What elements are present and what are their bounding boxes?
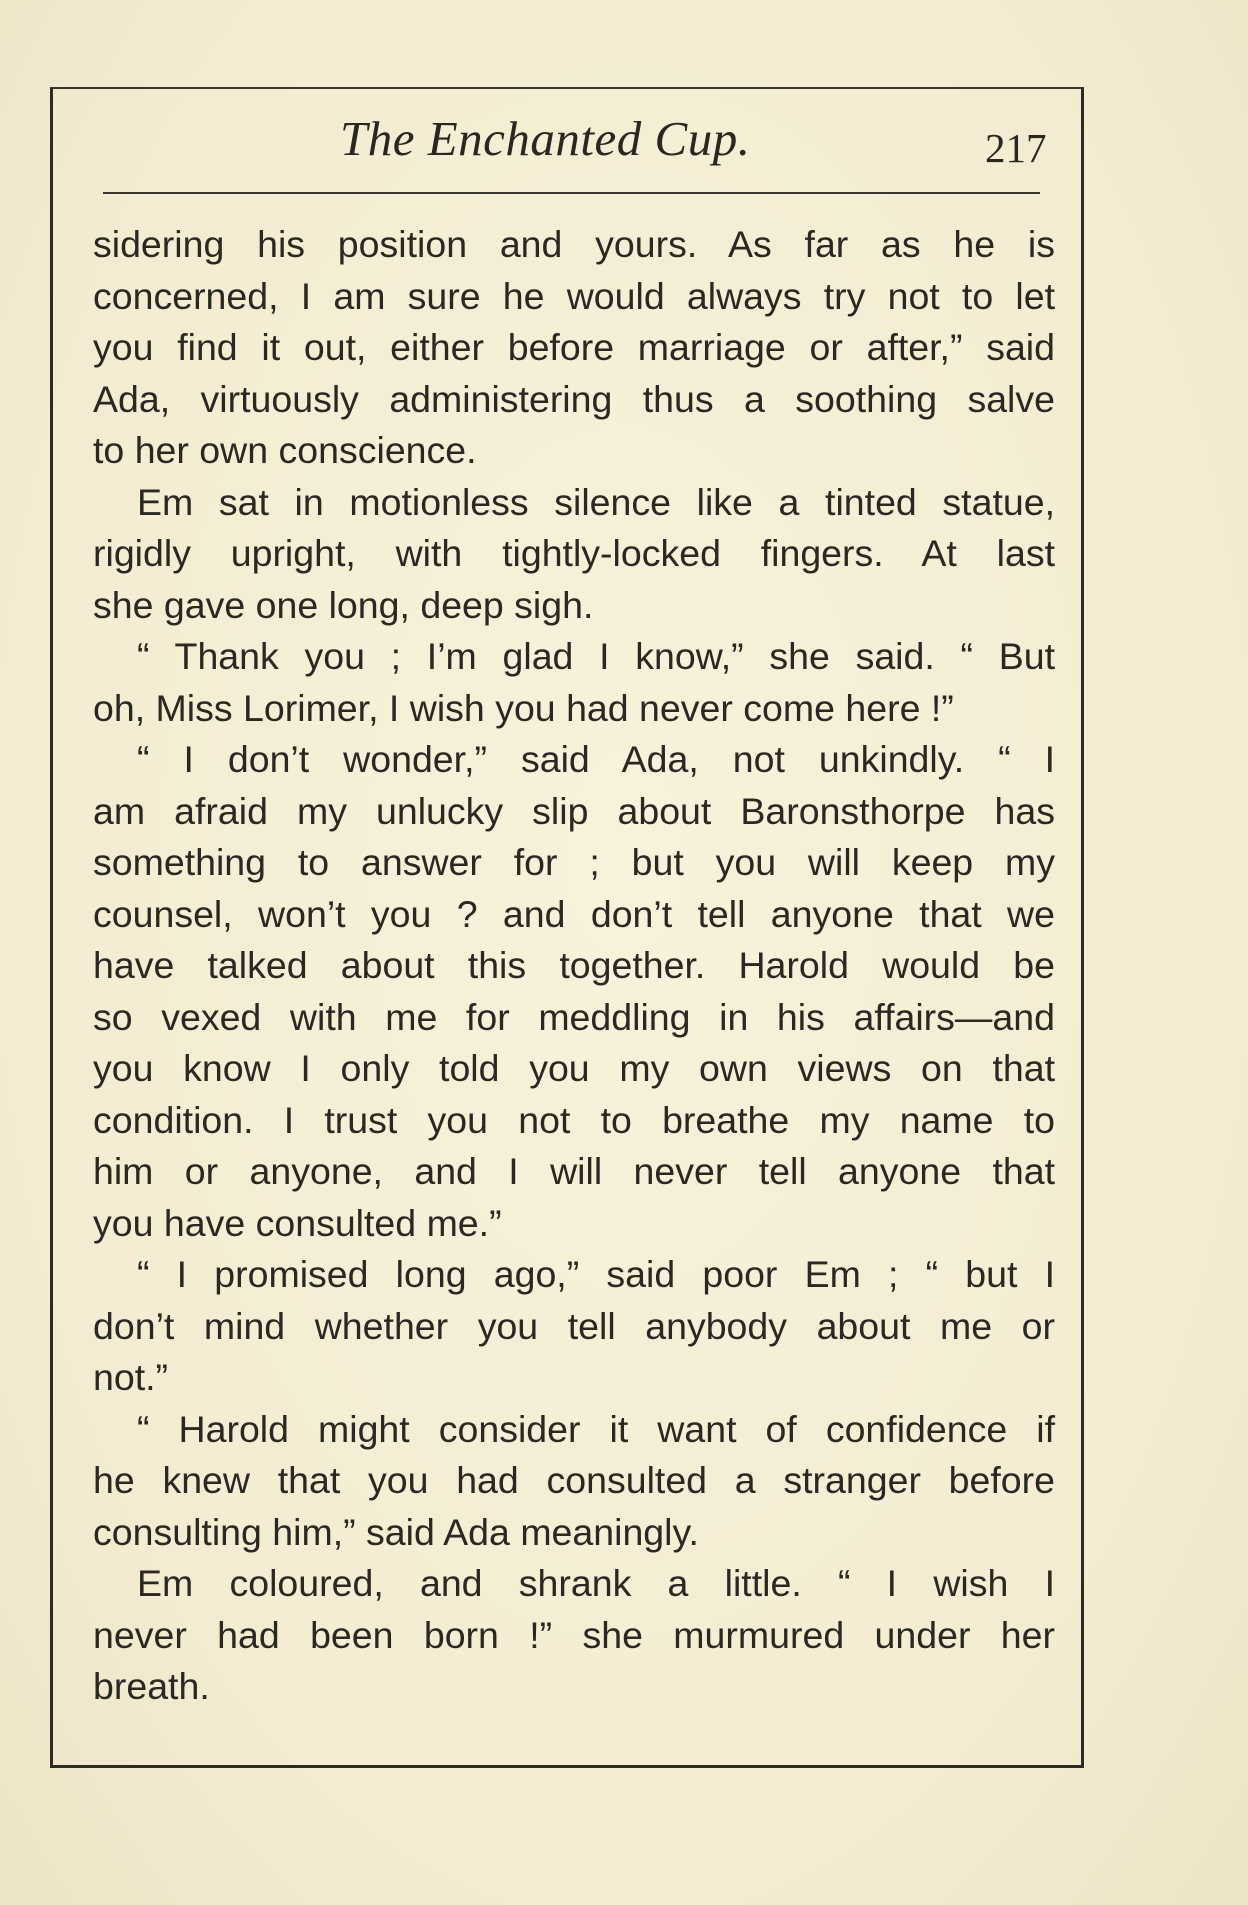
running-title: The Enchanted Cup. [340,111,751,166]
text-line: am afraid my unlucky slip about Baronsthorpe has [93,789,1055,832]
text-line: “ I don’t wonder,” said Ada, not unkindly. “ I [137,738,1055,780]
text-line: Em sat in motionless silence like a tinted statue, [137,480,1055,523]
text-line: you have consulted me.” [93,1201,502,1244]
text-line: you know I only told you my own views on that [93,1047,1055,1089]
text-line: condition. I trust you not to breathe my name to [93,1098,1055,1141]
text-line: Em coloured, and shrank a little. “ I wish I [137,1562,1055,1604]
text-line: so vexed with me for meddling in his affairs—and [93,995,1055,1038]
page-header [0,100,1248,180]
text-line: “ I promised long ago,” said poor Em ; “ but I [137,1253,1055,1295]
text-line: oh, Miss Lorimer, I wish you had never come here !” [93,686,954,729]
text-line: him or anyone, and I will never tell anyone that [93,1150,1055,1192]
text-line: “ Thank you ; I’m glad I know,” she said. “ But [137,635,1055,677]
text-line: rigidly upright, with tightly-locked fingers. At last [93,532,1055,574]
text-line: something to answer for ; but you will keep my [93,841,1055,883]
text-line: have talked about this together. Harold would be [93,944,1055,986]
text-line: you find it out, either before marriage or after,” said [93,326,1055,368]
body-text [93,219,1055,1713]
text-line: consulting him,” said Ada meaningly. [93,1510,699,1553]
text-line: she gave one long, deep sigh. [93,583,594,626]
page-number: 217 [985,125,1047,171]
text-line: to her own conscience. [93,429,477,471]
header-rule [103,192,1040,194]
text-line: never had been born !” she murmured under her [93,1613,1055,1656]
text-line: breath. [93,1665,210,1707]
text-line: not.” [93,1356,169,1398]
text-line: don’t mind whether you tell anybody about me or [93,1304,1055,1347]
text-line: concerned, I am sure he would always try not to let [93,274,1055,317]
text-line: “ Harold might consider it want of confidence if [137,1407,1055,1450]
text-line: counsel, won’t you ? and don’t tell anyone that we [93,892,1055,935]
text-line: sidering his position and yours. As far as he is [93,223,1055,265]
text-line: he knew that you had consulted a stranger before [93,1459,1055,1501]
text-line: Ada, virtuously administering thus a soothing salve [93,377,1055,420]
